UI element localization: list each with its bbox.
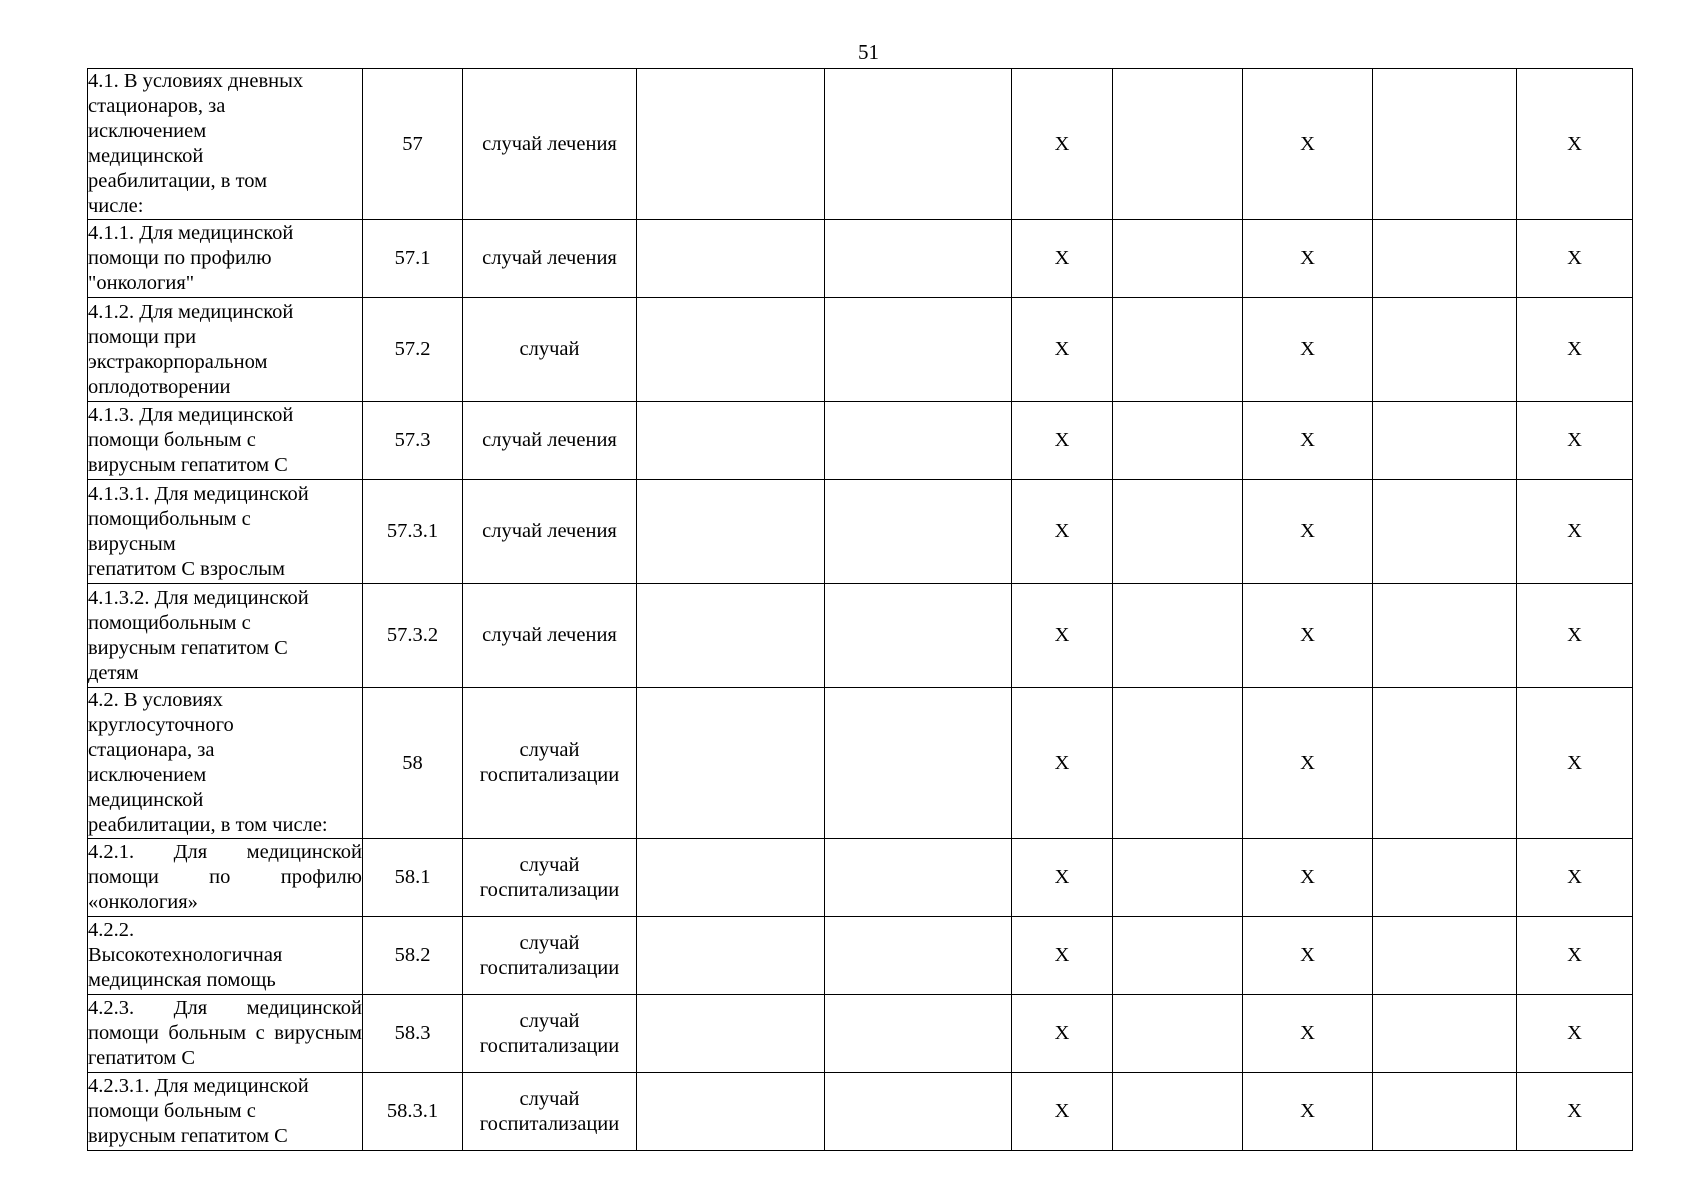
x-mark-cell: X — [1012, 917, 1113, 995]
empty-cell — [1373, 1073, 1517, 1151]
row-code-cell: 58.3.1 — [363, 1073, 463, 1151]
empty-cell — [825, 69, 1012, 220]
x-mark-cell: X — [1243, 480, 1373, 584]
row-unit-cell: случай лечения — [463, 220, 637, 298]
row-name-line: 4.2.3.1. Для медицинской — [88, 1075, 309, 1097]
row-code-cell: 58 — [363, 688, 463, 839]
empty-cell — [1373, 69, 1517, 220]
x-mark-cell: X — [1243, 402, 1373, 480]
x-mark-cell: X — [1243, 839, 1373, 917]
row-name-cell — [88, 917, 363, 995]
table-row — [88, 995, 1633, 1073]
row-name-line: 4.2.2. — [88, 919, 135, 941]
row-name-line: медицинской — [88, 789, 204, 811]
row-name-cell — [88, 480, 363, 584]
x-mark-cell: X — [1517, 688, 1633, 839]
table-row — [88, 480, 1633, 584]
x-mark-cell: X — [1243, 298, 1373, 402]
table-row — [88, 69, 1633, 220]
row-name-line: 4.1. В условиях дневных — [88, 70, 304, 92]
empty-cell — [1373, 220, 1517, 298]
data-table — [87, 68, 1633, 1151]
empty-cell — [1113, 480, 1243, 584]
table-row — [88, 688, 1633, 839]
empty-cell — [825, 917, 1012, 995]
x-mark-cell: X — [1517, 917, 1633, 995]
empty-cell — [637, 69, 825, 220]
row-name-line: числе: — [88, 195, 144, 217]
row-name-line: стационаров, за — [88, 95, 226, 117]
empty-cell — [1373, 298, 1517, 402]
row-name-line: помощи больным с — [88, 429, 256, 451]
empty-cell — [1113, 917, 1243, 995]
x-mark-cell: X — [1517, 402, 1633, 480]
table-row — [88, 298, 1633, 402]
row-name-line: стационара, за — [88, 739, 215, 761]
empty-cell — [637, 584, 825, 688]
row-name-cell — [88, 402, 363, 480]
row-name-line: 4.1.3. Для медицинской — [88, 404, 294, 426]
row-name-cell — [88, 220, 363, 298]
row-name-line: исключением — [88, 764, 207, 786]
empty-cell — [1113, 688, 1243, 839]
row-name-line: вирусным гепатитом С — [88, 636, 288, 659]
row-code-cell: 57.2 — [363, 298, 463, 402]
empty-cell — [1373, 917, 1517, 995]
row-name-line: вирусным гепатитом С — [88, 454, 288, 476]
row-unit-cell: случай лечения — [463, 402, 637, 480]
row-name-line: Высокотехнологичная — [88, 944, 283, 966]
row-name-cell — [88, 1073, 363, 1151]
row-unit-cell: случай госпитализации — [463, 917, 637, 995]
row-name-line: помощибольным с — [88, 611, 251, 634]
row-code-cell: 57.1 — [363, 220, 463, 298]
empty-cell — [637, 995, 825, 1073]
empty-cell — [825, 402, 1012, 480]
row-name-cell: 4.2.3. Для медицинской помощи больным с вирусным гепатитом С — [88, 995, 363, 1073]
empty-cell — [637, 480, 825, 584]
row-code-cell: 57.3 — [363, 402, 463, 480]
empty-cell — [825, 220, 1012, 298]
row-name-line: гепатитом С взрослым — [88, 557, 286, 580]
empty-cell — [637, 688, 825, 839]
x-mark-cell: X — [1243, 917, 1373, 995]
x-mark-cell: X — [1243, 1073, 1373, 1151]
row-name-line: 4.1.1. Для медицинской — [88, 222, 294, 244]
row-name-line: круглосуточного — [88, 714, 234, 736]
row-code-cell: 57 — [363, 69, 463, 220]
x-mark-cell: X — [1517, 480, 1633, 584]
empty-cell — [1113, 1073, 1243, 1151]
x-mark-cell: X — [1243, 688, 1373, 839]
row-code-cell: 58.1 — [363, 839, 463, 917]
row-name-line: помощи больным с — [88, 1100, 256, 1122]
empty-cell — [825, 298, 1012, 402]
row-name-line: вирусным — [88, 532, 176, 555]
x-mark-cell: X — [1243, 995, 1373, 1073]
x-mark-cell: X — [1517, 1073, 1633, 1151]
empty-cell — [637, 917, 825, 995]
row-name-cell — [88, 688, 363, 839]
row-name-line: "онкология" — [88, 272, 195, 294]
row-name-line: помощи по профилю — [88, 247, 272, 269]
row-name-cell — [88, 298, 363, 402]
table-body — [88, 69, 1633, 1151]
x-mark-cell: X — [1012, 1073, 1113, 1151]
row-name-line: исключением — [88, 120, 207, 142]
x-mark-cell: X — [1012, 480, 1113, 584]
x-mark-cell: X — [1517, 298, 1633, 402]
empty-cell — [825, 1073, 1012, 1151]
empty-cell — [825, 584, 1012, 688]
empty-cell — [825, 688, 1012, 839]
empty-cell — [1113, 839, 1243, 917]
row-name-line: 4.1.3.1. Для медицинской — [88, 482, 309, 505]
row-name-line: помощибольным с — [88, 507, 251, 530]
empty-cell — [1373, 839, 1517, 917]
empty-cell — [1113, 69, 1243, 220]
row-unit-cell: случай — [463, 298, 637, 402]
row-unit-cell: случай госпитализации — [463, 995, 637, 1073]
row-unit-cell: случай лечения — [463, 69, 637, 220]
x-mark-cell: X — [1517, 584, 1633, 688]
x-mark-cell: X — [1243, 584, 1373, 688]
table-row — [88, 917, 1633, 995]
empty-cell — [1373, 402, 1517, 480]
empty-cell — [1113, 220, 1243, 298]
empty-cell — [1373, 995, 1517, 1073]
table-row — [88, 220, 1633, 298]
page-number: 51 — [858, 40, 879, 64]
row-code-cell: 57.3.2 — [363, 584, 463, 688]
empty-cell — [825, 995, 1012, 1073]
x-mark-cell: X — [1517, 220, 1633, 298]
row-name-line: медицинской — [88, 145, 204, 167]
row-name-cell — [88, 584, 363, 688]
empty-cell — [825, 839, 1012, 917]
row-unit-cell: случай госпитализации — [463, 839, 637, 917]
empty-cell — [637, 1073, 825, 1151]
x-mark-cell: X — [1243, 220, 1373, 298]
row-unit-cell: случай госпитализации — [463, 688, 637, 839]
table-row — [88, 1073, 1633, 1151]
row-name-line: детям — [88, 661, 139, 684]
row-name-cell: 4.2.1. Для медицинской помощи по профилю «онкология» — [88, 839, 363, 917]
row-unit-cell: случай лечения — [463, 480, 637, 584]
empty-cell — [1373, 584, 1517, 688]
empty-cell — [1113, 298, 1243, 402]
x-mark-cell: X — [1517, 839, 1633, 917]
x-mark-cell: X — [1012, 839, 1113, 917]
empty-cell — [1113, 995, 1243, 1073]
row-code-cell: 58.2 — [363, 917, 463, 995]
table-row — [88, 402, 1633, 480]
row-name-line: 4.1.3.2. Для медицинской — [88, 586, 309, 609]
x-mark-cell: X — [1012, 584, 1113, 688]
row-unit-cell: случай лечения — [463, 584, 637, 688]
empty-cell — [825, 480, 1012, 584]
empty-cell — [1373, 480, 1517, 584]
row-code-cell: 57.3.1 — [363, 480, 463, 584]
row-name-line: помощи при — [88, 325, 197, 348]
x-mark-cell: X — [1012, 69, 1113, 220]
empty-cell — [637, 402, 825, 480]
x-mark-cell: X — [1012, 220, 1113, 298]
empty-cell — [637, 220, 825, 298]
row-unit-cell: случай госпитализации — [463, 1073, 637, 1151]
table-row — [88, 584, 1633, 688]
empty-cell — [1113, 402, 1243, 480]
x-mark-cell: X — [1243, 69, 1373, 220]
table-row — [88, 839, 1633, 917]
row-name-line: 4.2. В условиях — [88, 689, 223, 711]
x-mark-cell: X — [1517, 69, 1633, 220]
row-name-line: экстракорпоральном — [88, 350, 268, 373]
row-name-line: реабилитации, в том — [88, 170, 268, 192]
row-name-line: вирусным гепатитом С — [88, 1125, 288, 1147]
x-mark-cell: X — [1517, 995, 1633, 1073]
row-name-line: 4.1.2. Для медицинской — [88, 300, 294, 323]
empty-cell — [637, 839, 825, 917]
x-mark-cell: X — [1012, 298, 1113, 402]
x-mark-cell: X — [1012, 995, 1113, 1073]
row-name-line: медицинская помощь — [88, 969, 276, 991]
row-code-cell: 58.3 — [363, 995, 463, 1073]
empty-cell — [637, 298, 825, 402]
empty-cell — [1113, 584, 1243, 688]
x-mark-cell: X — [1012, 688, 1113, 839]
x-mark-cell: X — [1012, 402, 1113, 480]
row-name-cell — [88, 69, 363, 220]
row-name-line: реабилитации, в том числе: — [88, 814, 328, 836]
empty-cell — [1373, 688, 1517, 839]
row-name-line: оплодотворении — [88, 375, 231, 398]
